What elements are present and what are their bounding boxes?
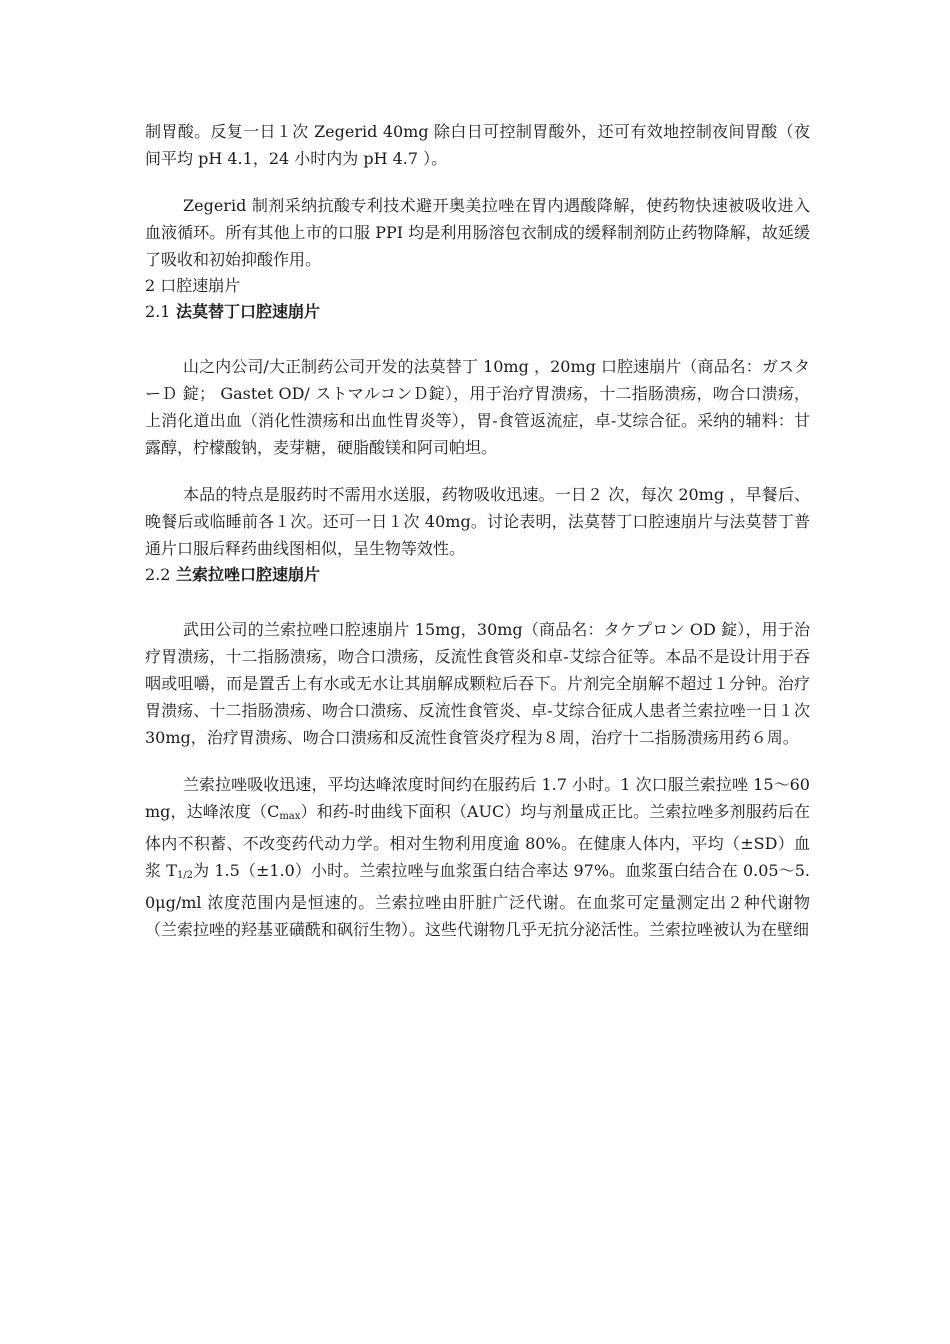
pk-text-part-2: ）和药-时曲线下面积（AUC）均与剂量成正比。兰索拉唑多剂服药后在体内不积蓄、不改变药代动力学。相对生物利用度逾 80%。在健康人体内，平均（±SD）血浆 T: [145, 802, 810, 880]
paragraph-lansoprazole-product: 武田公司的兰索拉唑口腔速崩片 15mg，30mg（商品名：タケプロン OD 錠），用于治疗胃溃疡，十二指肠溃疡，吻合口溃疡，反流性食管炎和卓-艾综合征等。本品不是设计用于吞咽或咀嚼，而是置舌上有水或无水让其崩解成颗粒后吞下。片剂完全崩解不超过１分钟。治疗胃溃疡、十二指肠溃疡、吻合口溃疡、反流性食管炎、卓-艾综合征成人患者兰索拉唑一日１次 30mg，治疗胃溃疡、吻合口溃疡和反流性食管炎疗程为８周，治疗十二指肠溃疡用药６周。: [145, 620, 810, 747]
pk-text-part-1: 兰索拉唑吸收迅速，平均达峰浓度时间约在服药后 1.7 小时。1 次口服兰索拉唑 15～60mg，达峰浓度（C: [145, 775, 810, 821]
subscript-max: max: [279, 811, 301, 822]
subscript-half-life: 1/2: [176, 870, 194, 881]
subsection-heading-lansoprazole: [145, 562, 810, 588]
subsection-heading-famotidine: [145, 299, 810, 325]
subsection-number: 2.1: [145, 302, 171, 321]
paragraph-lansoprazole-pharmacokinetics: [145, 771, 810, 943]
subsection-title: 兰索拉唑口腔速崩片: [176, 565, 321, 584]
section-heading-orally-disintegrating-tablets: 2 口腔速崩片: [145, 276, 241, 295]
document-page: [145, 118, 810, 943]
subsection-number: 2.2: [145, 565, 171, 584]
paragraph-famotidine-product: 山之内公司/大正制药公司开发的法莫替丁 10mg ，20mg 口腔速崩片（商品名：ガスターＤ 錠； Gastet OD/ ストマルコンＤ錠），用于治疗胃溃疡，十二指肠溃疡，吻合口溃疡，上消化道出血（消化性溃疡和出血性胃炎等），胃-食管返流症，卓-艾综合征。采纳的辅料：甘露醇，柠檬酸钠，麦芽糖，硬脂酸镁和阿司帕坦。: [145, 357, 810, 457]
subsection-title: 法莫替丁口腔速崩片: [176, 302, 321, 321]
pk-text-part-3: 为 1.5（±1.0）小时。兰索拉唑与血浆蛋白结合率达 97%。血浆蛋白结合在 0.05～5.0μg/ml 浓度范围内是恒速的。兰索拉唑由肝脏广泛代谢。在血浆可定量测定出２种代谢物（兰索拉唑的羟基亚磺酰和砜衍生物）。这些代谢物几乎无抗分泌活性。兰索拉唑被认为在壁细: [145, 861, 811, 939]
paragraph-zegerid-technology: Zegerid 制剂采纳抗酸专利技术避开奥美拉唑在胃内遇酸降解，使药物快速被吸收进入血液循环。所有其他上市的口服 PPI 均是利用肠溶包衣制成的缓释制剂防止药物降解，故延缓了吸收和初始抑酸作用。: [145, 196, 810, 269]
paragraph-zegerid-dosing: 制胃酸。反复一日１次 Zegerid 40mg 除白日可控制胃酸外，还可有效地控制夜间胃酸（夜间平均 pH 4.1，24 小时内为 pH 4.7 ）。: [145, 122, 810, 168]
paragraph-famotidine-features: 本品的特点是服药时不需用水送服，药物吸收迅速。一日２ 次，每次 20mg ，早餐后、晚餐后或临睡前各１次。还可一日１次 40mg。讨论表明，法莫替丁口腔速崩片与法莫替丁普通片口服后释药曲线图相似，呈生物等效性。: [145, 485, 810, 558]
